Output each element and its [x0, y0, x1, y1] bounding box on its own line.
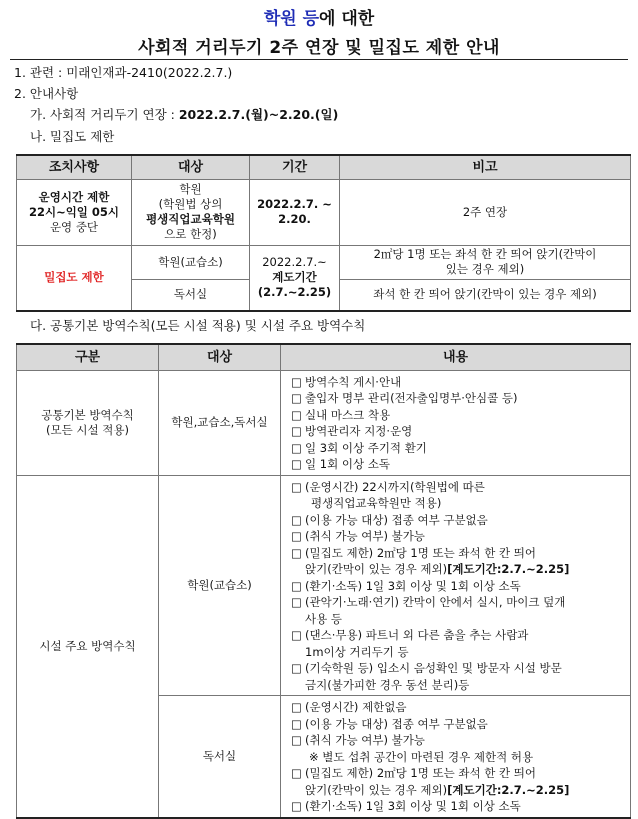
table-header-row — [17, 344, 631, 370]
checkbox-icon: □ — [291, 545, 302, 560]
checkbox-icon: □ — [291, 440, 302, 455]
checkbox-icon: □ — [291, 407, 302, 422]
checkbox-icon: □ — [291, 700, 302, 714]
list-item-text: (운영시간) 22시까지(학원법에 따른 — [305, 479, 485, 494]
period-text: 2022.2.7. ~ — [257, 197, 332, 211]
intro-item-da: 다. 공통기본 방역수칙(모든 시설 적용) 및 시설 주요 방역수칙 — [30, 318, 366, 333]
list-item — [291, 545, 626, 578]
list-item — [291, 512, 626, 529]
grace-period-text: [계도기간:2.7.~2.25] — [447, 782, 570, 797]
header-note: 비고 — [340, 155, 631, 179]
title-rest: 에 대한 — [319, 9, 375, 29]
intro-item-ga — [30, 105, 338, 123]
list-item — [291, 716, 626, 733]
list-item-text: (운영시간) 제한없음 — [305, 700, 407, 714]
checkbox-icon: □ — [291, 512, 302, 527]
list-item-text: (밀집도 제한) 2㎡당 1명 또는 좌석 한 칸 띄어 — [305, 545, 536, 560]
list-item — [291, 456, 626, 473]
checkbox-icon: □ — [291, 457, 302, 471]
list-item-text: 실내 마스크 착용 — [305, 407, 391, 422]
category-cell — [17, 370, 159, 475]
checkbox-icon: □ — [291, 595, 302, 609]
list-item-text: 출입자 명부 관리(전자출입명부·안심콜 등) — [305, 391, 518, 405]
table-row — [17, 475, 631, 696]
checkbox-icon: □ — [291, 529, 302, 543]
header-target: 대상 — [159, 344, 281, 370]
checkbox-icon: □ — [291, 391, 302, 405]
list-item-text: 앉기(칸막이 있는 경우 제외) — [305, 562, 448, 576]
list-item — [291, 660, 626, 693]
checkbox-icon: □ — [291, 578, 302, 593]
list-item-text: (밀집도 제한) 2㎡당 1명 또는 좌석 한 칸 띄어 — [305, 766, 536, 780]
title-highlight: 학원 등 — [263, 9, 319, 29]
list-item-text: (관악기·노래·연기) 칸막이 안에서 실시, 마이크 덮개 — [305, 595, 566, 609]
target-cell — [132, 179, 250, 245]
period-text: 계도기간 — [272, 270, 317, 285]
list-item — [291, 390, 626, 407]
intro-item-1: 1. 관련 : 미래인재과-2410(2022.2.7.) — [14, 65, 233, 80]
target-cell: 학원(교습소) — [132, 245, 250, 279]
list-item — [291, 798, 626, 815]
period-cell — [250, 245, 340, 311]
measure-cell: 밀집도 제한 — [17, 245, 132, 311]
checkbox-icon: □ — [291, 716, 302, 731]
note-text: ※ 별도 섭취 공간이 마련된 경우 제한적 허용 — [309, 749, 534, 764]
target-cell: 학원(교습소) — [159, 475, 281, 696]
checkbox-icon: □ — [291, 628, 302, 642]
period-text: 2.20. — [278, 212, 311, 226]
note-cell: 2주 연장 — [340, 179, 631, 245]
table-row — [17, 370, 631, 475]
checkbox-icon: □ — [291, 799, 302, 813]
header-category: 구분 — [17, 344, 159, 370]
list-item-text: (이용 가능 대상) 접종 여부 구분없음 — [305, 716, 488, 731]
list-item — [291, 423, 626, 440]
header-measure: 조치사항 — [17, 155, 132, 179]
target-cell: 독서실 — [159, 696, 281, 818]
table-row — [17, 245, 631, 279]
period-text: (2.7.~2.25) — [257, 285, 332, 300]
target-text: 으로 한정) — [164, 227, 217, 241]
intro-item-ga-label: 가. 사회적 거리두기 연장 : — [30, 107, 179, 122]
table-row — [17, 179, 631, 245]
list-item — [291, 699, 626, 716]
list-item-text: 평생직업교육학원만 적용) — [311, 496, 442, 510]
checkbox-icon: □ — [291, 424, 302, 438]
list-item-text: (환기·소독) 1일 3회 이상 및 1회 이상 소독 — [305, 799, 521, 813]
document-title — [0, 4, 638, 29]
period-cell — [250, 179, 340, 245]
intro-item-ga-date: 2022.2.7.(월)~2.20.(일) — [178, 107, 339, 122]
note-cell: 좌석 한 칸 띄어 앉기(칸막이 있는 경우 제외) — [340, 279, 631, 311]
target-text: 평생직업교육학원 — [146, 212, 235, 226]
header-content: 내용 — [281, 344, 631, 370]
list-item-text: (이용 가능 대상) 접종 여부 구분없음 — [305, 512, 488, 527]
title-divider — [10, 59, 628, 60]
list-item-text: 금지(불가피한 경우 동선 분리)등 — [305, 677, 470, 692]
target-cell: 독서실 — [132, 279, 250, 311]
list-item — [291, 627, 626, 660]
intro-item-2: 2. 안내사항 — [14, 86, 79, 101]
category-text: 공통기본 방역수칙 — [41, 407, 134, 422]
measure-cell — [17, 179, 132, 245]
content-cell — [281, 696, 631, 818]
list-item-text: 방역수칙 게시·안내 — [305, 374, 402, 389]
list-item-text: (취식 가능 여부) 불가능 — [305, 733, 425, 747]
document-subtitle: 사회적 거리두기 2주 연장 및 밀집도 제한 안내 — [138, 38, 500, 58]
content-cell — [281, 475, 631, 696]
list-item — [291, 765, 626, 798]
target-cell: 학원,교습소,독서실 — [159, 370, 281, 475]
grace-period-text: [계도기간:2.7.~2.25] — [447, 562, 570, 576]
list-item — [291, 440, 626, 457]
list-item — [291, 578, 626, 595]
prevention-rules-table — [16, 343, 631, 819]
list-item-text: 사용 등 — [305, 611, 342, 626]
checkbox-icon: □ — [291, 661, 302, 675]
category-cell: 시설 주요 방역수칙 — [17, 475, 159, 818]
list-item-text: 일 1회 이상 소독 — [305, 457, 390, 471]
period-text: 2022.2.7.~ — [262, 255, 327, 270]
target-text: (학원법 상의 — [158, 197, 223, 211]
table-header-row — [17, 155, 631, 179]
measure-text: 운영 중단 — [49, 219, 99, 234]
note-cell — [340, 245, 631, 279]
list-item-text: (댄스·무용) 파트너 외 다른 춤을 추는 사람과 — [305, 628, 529, 642]
note-text: 2㎡당 1명 또는 좌석 한 칸 띄어 앉기(칸막이 — [373, 247, 597, 261]
list-item — [291, 407, 626, 424]
list-item — [291, 732, 626, 765]
list-item-text: 방역관리자 지정·운영 — [305, 424, 413, 438]
checkbox-icon: □ — [291, 733, 302, 747]
target-text: 학원 — [179, 182, 202, 196]
content-cell — [281, 370, 631, 475]
list-item — [291, 374, 626, 391]
list-item — [291, 528, 626, 545]
checkbox-icon: □ — [291, 766, 302, 780]
header-period: 기간 — [250, 155, 340, 179]
list-item-text: (기숙학원 등) 입소시 음성확인 및 방문자 시설 방문 — [305, 661, 562, 675]
intro-item-na: 나. 밀집도 제한 — [30, 129, 115, 144]
list-item — [291, 594, 626, 627]
list-item-text: 일 3회 이상 주기적 환기 — [305, 440, 427, 455]
list-item-text: (환기·소독) 1일 3회 이상 및 1회 이상 소독 — [305, 578, 521, 593]
density-limit-table — [16, 154, 631, 312]
list-item-text: 앉기(칸막이 있는 경우 제외) — [305, 782, 448, 797]
list-item-text: (취식 가능 여부) 불가능 — [305, 529, 425, 543]
category-text: (모든 시설 적용) — [46, 422, 129, 437]
checkbox-icon: □ — [291, 479, 302, 494]
list-item — [291, 479, 626, 512]
measure-text: 운영시간 제한 — [38, 189, 110, 204]
measure-text: 22시~익일 05시 — [28, 204, 120, 219]
list-item-text: 1m이상 거리두기 등 — [305, 644, 409, 659]
note-text: 있는 경우 제외) — [445, 262, 525, 276]
header-target: 대상 — [132, 155, 250, 179]
checkbox-icon: □ — [291, 374, 302, 389]
